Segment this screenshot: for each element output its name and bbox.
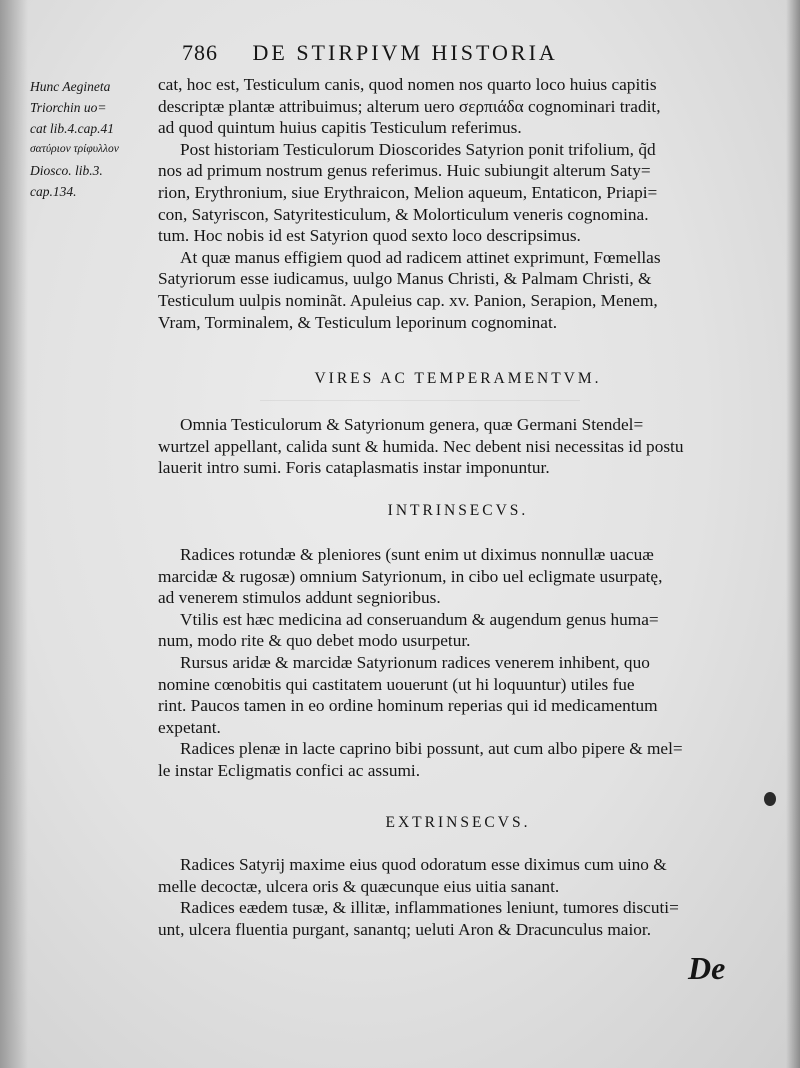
margin-note-line: Diosco. lib.3. xyxy=(30,163,103,178)
text-line: lauerit intro sumi. Foris cataplasmatis instar imponuntur. xyxy=(158,458,550,478)
text-line: num, modo rite & quo debet modo usurpetur. xyxy=(158,631,471,651)
text-line: At quæ manus effigiem quod ad radicem attinet exprimunt, Fœmellas xyxy=(180,247,661,267)
text-line: Radices eædem tusæ, & illitæ, inflammationes leniunt, tumores discuti= xyxy=(180,898,679,918)
margin-note-line: cat lib.4.cap.41 xyxy=(30,121,114,136)
text-line: descriptæ plantæ attribuimus; alterum uero σερπιάδα cognominari tradit, xyxy=(158,96,661,116)
margin-note-line: Triorchin uo= xyxy=(30,100,107,115)
text-line: rint. Paucos tamen in eo ordine hominum reperias qui id medicamentum xyxy=(158,696,658,716)
text-line: Omnia Testiculorum & Satyrionum genera, quæ Germani Stendel= xyxy=(180,415,644,434)
text-line: le instar Ecligmatis confici ac assumi. xyxy=(158,760,421,780)
text-line: rion, Erythronium, siue Erythraicon, Melion aqueum, Entaticon, Priapi= xyxy=(158,182,658,202)
text-line: Radices rotundæ & pleniores (sunt enim ut diximus nonnullæ uacuæ xyxy=(180,545,654,564)
body-text-intrinsecus xyxy=(158,544,758,782)
text-line: wurtzel appellant, calida sunt & humida. Nec debent nisi necessitas id postu xyxy=(158,436,684,456)
text-line: con, Satyriscon, Satyritesticulum, & Molorticulum veneris cognomina. xyxy=(158,204,649,224)
gutter-shadow xyxy=(0,0,28,1068)
text-line: Rursus aridæ & marcidæ Satyrionum radices venerem inhibent, quo xyxy=(180,652,650,672)
body-text-vires xyxy=(158,414,758,479)
text-line: expetant. xyxy=(158,717,221,737)
page-number: 786 xyxy=(182,40,218,65)
text-line: Radices plenæ in lacte caprino bibi possunt, aut cum albo pipere & mel= xyxy=(180,739,683,759)
text-line: nomine cœnobitis qui castitatem uouerunt (ut hi loquuntur) utiles fue xyxy=(158,674,635,694)
section-heading-vires: VIRES AC TEMPERAMENTVM. xyxy=(314,370,602,387)
margin-note-line: cap.134. xyxy=(30,184,77,199)
margin-note-line: Hunc Aegineta xyxy=(30,79,111,94)
text-line: Vtilis est hæc medicina ad conseruandum & augendum genus huma= xyxy=(180,609,659,629)
text-line: melle decoctæ, ulcera oris & quæcunque eius uitia sanant. xyxy=(158,876,560,896)
text-line: tum. Hoc nobis id est Satyrion quod sexto loco descripsimus. xyxy=(158,226,581,246)
running-header xyxy=(182,40,652,66)
running-title: DE STIRPIVM HISTORIA xyxy=(252,40,558,65)
body-text-opening xyxy=(158,74,758,333)
margin-note-line: σατύριον τρίφυλλον xyxy=(30,143,119,155)
marginal-note xyxy=(30,76,154,202)
section-heading-intrinsecus: INTRINSECVS. xyxy=(387,502,529,519)
text-line: cat, hoc est, Testiculum canis, quod nomen nos quarto loco huius capitis xyxy=(158,75,657,94)
section-heading-extrinsecus: EXTRINSECVS. xyxy=(385,814,531,831)
text-line: ad venerem stimulos addunt segnioribus. xyxy=(158,588,441,608)
text-line: Satyriorum esse iudicamus, uulgo Manus Christi, & Palmam Christi, & xyxy=(158,269,652,289)
text-line: unt, ulcera fluentia purgant, sanantq; ueluti Aron & Dracunculus maior. xyxy=(158,919,652,939)
text-line: marcidæ & rugosæ) omnium Satyrionum, in cibo uel ecligmate usurpatę, xyxy=(158,566,663,586)
text-line: ad quod quintum huius capitis Testiculum referimus. xyxy=(158,118,522,138)
catchword: De xyxy=(688,950,726,986)
ink-blot xyxy=(764,792,776,806)
text-line: Radices Satyrij maxime eius quod odoratum esse diximus cum uino & xyxy=(180,855,667,874)
body-text-extrinsecus xyxy=(158,854,758,940)
text-line: Vram, Torminalem, & Testiculum leporinum cognominat. xyxy=(158,312,558,332)
page-edge-shadow xyxy=(786,0,800,1068)
text-line: nos ad primum nostrum genus referimus. Huic subiungit alterum Saty= xyxy=(158,161,651,181)
text-line: Testiculum uulpis nominãt. Apuleius cap. xv. Panion, Serapion, Menem, xyxy=(158,290,658,310)
text-line: Post historiam Testiculorum Dioscorides Satyrion ponit trifolium, q̃d xyxy=(180,139,656,159)
